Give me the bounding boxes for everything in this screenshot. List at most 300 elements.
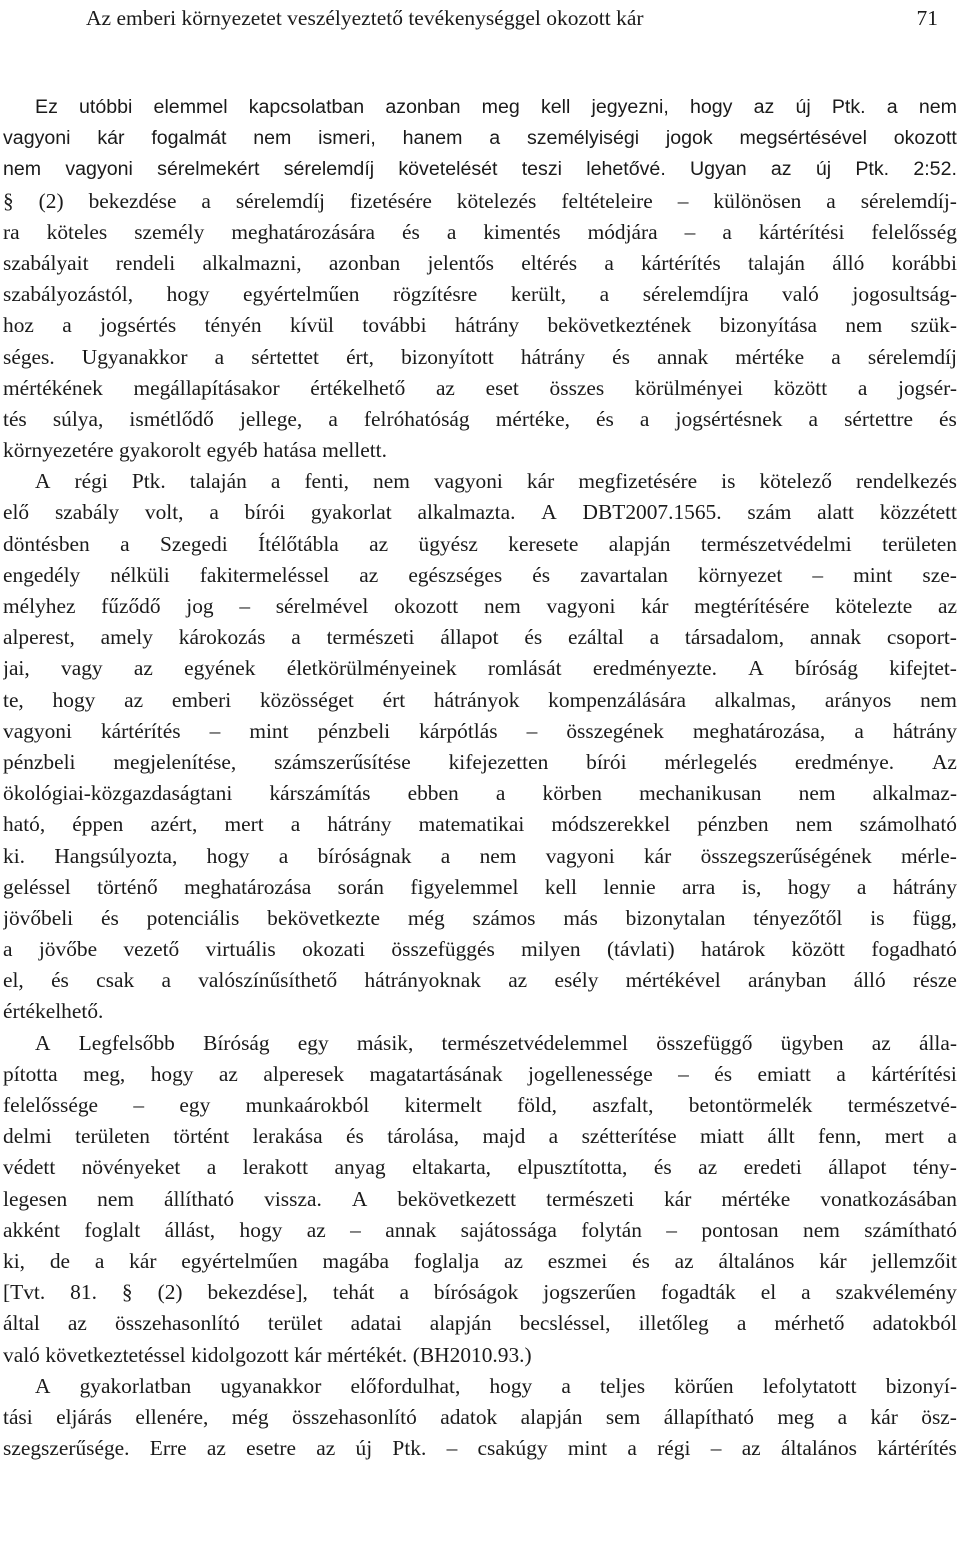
word: döntésben xyxy=(3,531,90,556)
word: szabályozástól, xyxy=(3,282,134,307)
word: az xyxy=(218,1061,238,1086)
word: a xyxy=(446,219,457,244)
word: jellemzőit xyxy=(871,1248,957,1273)
word: bíróságok xyxy=(433,1280,519,1305)
word: bírói xyxy=(244,500,286,525)
word: összefüggés xyxy=(391,937,495,962)
word: az xyxy=(770,158,792,181)
word: a xyxy=(801,1280,811,1305)
word: mérlegelés xyxy=(664,749,758,774)
word: elemmel xyxy=(153,96,228,118)
word: esetre xyxy=(246,1436,296,1461)
word: kárszámítás xyxy=(269,781,371,806)
word: ellenére, xyxy=(135,1404,209,1429)
word: (2) xyxy=(38,188,64,213)
word: hogy xyxy=(206,843,250,868)
word: egyértelműen xyxy=(242,282,360,307)
text-line xyxy=(3,1059,957,1090)
text-line xyxy=(3,1028,957,1059)
word: A xyxy=(351,1186,368,1211)
word: meg xyxy=(481,96,520,118)
word: az xyxy=(435,375,455,400)
word: sérelmekért xyxy=(157,158,260,181)
text-line xyxy=(3,591,957,622)
text-line xyxy=(3,435,957,466)
word: fűződő xyxy=(101,594,161,618)
word: éppen xyxy=(72,812,124,837)
word: Ez xyxy=(35,96,58,118)
word: vissza. xyxy=(264,1186,322,1211)
word: része xyxy=(912,968,957,993)
word: eredményezte. xyxy=(592,656,717,681)
word: A xyxy=(35,469,51,494)
word: te, xyxy=(3,687,24,712)
word: esély xyxy=(554,968,599,993)
word: általános xyxy=(718,1248,795,1273)
word: a xyxy=(209,500,219,525)
word: ezáltal xyxy=(567,625,624,650)
word: és xyxy=(632,1248,650,1273)
text-line xyxy=(3,217,957,248)
word: engedély xyxy=(3,562,81,587)
word: összegszerűségének xyxy=(700,843,872,868)
word: vagyoni xyxy=(433,469,503,494)
word: tási xyxy=(3,1404,33,1429)
word: alatt xyxy=(817,500,854,525)
word: betontörmelék xyxy=(688,1093,813,1117)
word: kártérítési xyxy=(758,219,845,244)
word: bizonytalan xyxy=(625,905,726,930)
word: kompenzálására xyxy=(548,687,686,712)
word: A xyxy=(748,656,764,681)
word: között xyxy=(773,375,828,400)
word: annak xyxy=(657,344,709,369)
text-line xyxy=(3,841,957,872)
word: az xyxy=(124,687,144,712)
word: hogy xyxy=(150,1061,194,1086)
word: vezető xyxy=(123,937,180,962)
word: egyéb xyxy=(206,438,258,463)
word: az xyxy=(674,1248,694,1273)
word: sértettre xyxy=(844,406,913,431)
word: természeti xyxy=(326,625,415,650)
word: Hangsúlyozta, xyxy=(54,843,178,868)
word: tényén xyxy=(204,313,262,338)
word: a xyxy=(831,344,841,369)
word: alperest, xyxy=(3,625,75,650)
word: tárolása, xyxy=(387,1124,460,1149)
word: jog xyxy=(186,594,214,618)
word: fogadták xyxy=(660,1280,736,1305)
word: jegyezni, xyxy=(591,96,669,118)
word: és xyxy=(714,1061,733,1086)
word: geléssel xyxy=(3,874,71,899)
word: lerakott xyxy=(242,1155,309,1180)
word: eredménye. xyxy=(794,749,895,774)
word: történt xyxy=(173,1124,230,1149)
word: nem xyxy=(803,1217,840,1242)
word: tés xyxy=(3,406,27,431)
word: magatartásának xyxy=(369,1061,503,1086)
text-line xyxy=(3,342,957,373)
word: további xyxy=(362,313,427,338)
text-line xyxy=(3,716,957,747)
word: vagyoni xyxy=(546,594,616,618)
word: ható, xyxy=(3,812,46,837)
word: álló xyxy=(832,250,865,275)
text-line xyxy=(3,778,957,809)
text-line xyxy=(3,653,957,684)
text-line xyxy=(3,1277,957,1308)
word: a xyxy=(270,469,281,494)
word: életkörülményeinek xyxy=(286,656,457,681)
word: meg xyxy=(777,1404,815,1429)
word: által xyxy=(3,1311,40,1336)
word: alapján xyxy=(520,1404,583,1429)
word: állást, xyxy=(164,1217,216,1242)
text-line xyxy=(3,1184,957,1215)
word: lennie xyxy=(603,874,656,899)
word: mert xyxy=(884,1124,924,1149)
word: jogszerűen xyxy=(543,1280,636,1305)
word: a xyxy=(604,250,614,275)
word: nem xyxy=(795,812,833,837)
word: ügyész xyxy=(418,531,478,556)
word: személy xyxy=(134,219,205,244)
word: a xyxy=(837,1404,848,1429)
word: az xyxy=(937,594,957,618)
text-line xyxy=(3,1121,957,1152)
word: szabály xyxy=(54,500,120,525)
word: vonatkozásában xyxy=(820,1186,957,1211)
word: sérelmével xyxy=(275,594,369,618)
word: kár xyxy=(97,127,125,150)
word: való xyxy=(782,282,819,307)
word: értékelhető. xyxy=(3,999,104,1024)
word: adatokból xyxy=(872,1311,957,1336)
word: természetvé- xyxy=(847,1093,957,1117)
word: § xyxy=(3,188,14,213)
word: foglalja xyxy=(413,1248,480,1273)
word: állapot xyxy=(440,625,499,650)
word: jogsértésnek xyxy=(675,406,783,431)
word: A xyxy=(541,500,557,525)
word: Legfelsőbb xyxy=(78,1030,175,1055)
word: területen xyxy=(75,1124,150,1149)
word: sajátossága xyxy=(460,1217,557,1242)
word: kidolgozott xyxy=(191,1342,289,1367)
word: DBT2007.1565. xyxy=(582,500,722,525)
word: Ptk. xyxy=(855,158,890,181)
text-line xyxy=(3,123,957,154)
word: felróhatóság xyxy=(363,406,470,431)
text-line xyxy=(3,529,957,560)
word: bíróság xyxy=(794,656,858,681)
word: bekezdése], xyxy=(207,1280,308,1305)
word: nem xyxy=(918,96,957,118)
word: Az xyxy=(931,749,957,774)
word: elő xyxy=(3,500,30,525)
word: alkalmas, xyxy=(714,687,797,712)
word: alkalmazta. xyxy=(417,500,516,525)
word: – xyxy=(677,188,689,213)
word: virtuális xyxy=(205,937,276,962)
word: nélküli xyxy=(110,562,170,587)
word: az xyxy=(871,1030,891,1055)
word: lehetővé. xyxy=(586,158,666,181)
word: határok xyxy=(701,937,766,962)
text-line xyxy=(3,809,957,840)
word: bíróságnak xyxy=(317,843,412,868)
word: vagyoni xyxy=(545,843,615,868)
word: másik, xyxy=(356,1030,414,1055)
word: sérelemdíj xyxy=(867,344,957,369)
word: kár xyxy=(870,1404,898,1429)
word: módszerekkel xyxy=(551,812,671,837)
word: feltételeire xyxy=(561,188,653,213)
word: annak xyxy=(809,625,862,650)
word: állítható xyxy=(164,1186,235,1211)
word: – xyxy=(666,1217,677,1242)
text-line xyxy=(3,996,957,1027)
word: is xyxy=(721,469,736,494)
word: hátrány xyxy=(520,344,586,369)
word: – xyxy=(678,1061,689,1086)
word: hatása xyxy=(263,438,317,463)
word: – xyxy=(209,718,221,743)
word: új xyxy=(795,96,811,118)
word: álla- xyxy=(918,1030,957,1055)
word: a xyxy=(886,96,898,118)
word: hátrányoknak xyxy=(364,968,481,993)
word: kártérítés xyxy=(877,1436,957,1461)
word: talaján xyxy=(189,469,247,494)
word: és xyxy=(346,1124,364,1149)
word: kártérítés xyxy=(100,718,181,743)
word: összefüggő xyxy=(656,1030,753,1055)
word: gyakorlat xyxy=(310,500,392,525)
word: alapján xyxy=(608,531,671,556)
word: is, xyxy=(741,874,762,899)
word: a xyxy=(808,406,818,431)
word: kár xyxy=(129,1248,157,1273)
word: – xyxy=(812,562,824,587)
word: séges. xyxy=(3,344,55,369)
word: jai, xyxy=(3,656,30,681)
word: (BH2010.93.) xyxy=(412,1342,532,1367)
word: értékelhető xyxy=(310,375,406,400)
word: állt xyxy=(767,1124,795,1149)
word: egészséges xyxy=(408,562,503,587)
word: ebben xyxy=(407,781,459,806)
word: azonban xyxy=(328,250,401,275)
text-line xyxy=(3,872,957,903)
word: hogy xyxy=(52,687,96,712)
word: számolható xyxy=(859,812,957,837)
word: ki. xyxy=(3,843,25,868)
word: régi xyxy=(74,469,108,494)
word: pontosan xyxy=(701,1217,779,1242)
text-line xyxy=(3,903,957,934)
word: bírói xyxy=(586,749,627,774)
word: mértékét. xyxy=(327,1342,408,1367)
word: bizonyítása xyxy=(719,313,818,338)
word: bekövetkezte xyxy=(267,905,380,930)
word: meghatározása, xyxy=(692,718,826,743)
word: lefolytatott xyxy=(762,1373,857,1398)
text-line xyxy=(3,965,957,996)
word: közösséget xyxy=(259,687,354,712)
word: terület xyxy=(267,1311,323,1336)
word: az xyxy=(206,1436,226,1461)
text-line xyxy=(3,934,957,965)
word: kötelező xyxy=(759,469,832,494)
word: jogosultság- xyxy=(852,282,957,307)
text-line xyxy=(3,747,957,778)
word: a xyxy=(857,375,868,400)
word: Szegedi xyxy=(159,531,228,556)
word: pénzbeli xyxy=(3,749,76,774)
word: annak xyxy=(385,1217,437,1242)
word: az xyxy=(67,1311,87,1336)
word: sem xyxy=(605,1404,641,1429)
word: figyelemmel xyxy=(410,874,519,899)
word: potenciális xyxy=(146,905,240,930)
word: a xyxy=(214,344,225,369)
word: megjelenítése, xyxy=(113,749,237,774)
word: új xyxy=(355,1436,373,1461)
word: a xyxy=(161,968,171,993)
word: hogy xyxy=(489,1373,533,1398)
word: sérelemdíjra xyxy=(642,282,749,307)
word: mert xyxy=(224,812,264,837)
word: aszfalt, xyxy=(592,1093,654,1117)
word: folytán xyxy=(581,1217,642,1242)
word: felelősség xyxy=(871,219,957,244)
word: a xyxy=(736,1311,747,1336)
word: szegszerűsége. xyxy=(3,1436,130,1461)
word: nem xyxy=(97,1186,134,1211)
word: összes xyxy=(549,375,605,400)
word: eltérés xyxy=(521,250,578,275)
word: és xyxy=(402,219,420,244)
word: pénzben xyxy=(697,812,769,837)
text-line xyxy=(3,154,957,185)
word: Ítélőtábla xyxy=(258,531,339,556)
word: szétterítése xyxy=(581,1124,677,1149)
word: fogalmát xyxy=(151,127,227,150)
word: ugyanakkor xyxy=(220,1373,322,1398)
word: a xyxy=(62,313,72,338)
word: a xyxy=(3,937,13,962)
word: az xyxy=(359,562,379,587)
word: a xyxy=(206,1155,217,1180)
word: álló xyxy=(853,968,886,993)
word: utóbbi xyxy=(79,96,133,118)
word: elpusztította, xyxy=(517,1155,628,1180)
word: azért, xyxy=(150,812,198,837)
word: Bíróság xyxy=(203,1030,270,1055)
word: kötelezte xyxy=(835,594,913,618)
word: összehasonlító xyxy=(292,1404,417,1429)
word: természeti xyxy=(546,1186,635,1211)
word: A xyxy=(35,1373,51,1398)
word: körben xyxy=(542,781,602,806)
word: mértéke, xyxy=(495,406,570,431)
word: szabályait xyxy=(3,250,89,275)
text-line xyxy=(3,373,957,404)
word: Ptk. xyxy=(831,96,866,118)
word: eljárás xyxy=(56,1404,112,1429)
word: sérelemdíj xyxy=(235,188,325,213)
word: köteles xyxy=(46,219,108,244)
word: Ptk. xyxy=(392,1436,427,1461)
word: nem xyxy=(920,687,957,712)
word: fizetésére xyxy=(349,188,432,213)
word: kártérítés xyxy=(641,250,721,275)
word: a xyxy=(627,1436,637,1461)
page-number: 71 xyxy=(916,6,938,30)
word: jogellenessége xyxy=(527,1061,653,1086)
word: védett xyxy=(3,1155,56,1180)
word: jövőbeli xyxy=(3,905,74,930)
word: delmi xyxy=(3,1124,52,1149)
word: a xyxy=(291,625,301,650)
word: a xyxy=(639,406,650,431)
word: az xyxy=(698,1155,718,1180)
word: súlya, xyxy=(52,406,104,431)
word: arányban xyxy=(747,968,827,993)
text-line xyxy=(3,1215,957,1246)
word: ösz- xyxy=(921,1404,957,1429)
word: meghatározására xyxy=(231,219,376,244)
word: és xyxy=(596,406,614,431)
word: szakvélemény xyxy=(835,1280,957,1305)
word: a xyxy=(599,282,610,307)
word: Ugyan xyxy=(690,158,747,181)
word: mérle- xyxy=(901,843,957,868)
word: egy xyxy=(179,1093,211,1117)
word: kifejezetten xyxy=(448,749,549,774)
word: az xyxy=(741,1436,761,1461)
word: is xyxy=(870,905,885,930)
word: talaján xyxy=(747,250,805,275)
word: alkalmaz- xyxy=(872,781,957,806)
text-line xyxy=(3,1308,957,1339)
word: hátrányok xyxy=(433,687,520,712)
word: kár xyxy=(526,469,555,494)
word: környezet xyxy=(698,562,783,587)
word: hogy xyxy=(166,282,210,307)
word: függ, xyxy=(912,905,957,930)
word: rendeli xyxy=(115,250,176,275)
word: a xyxy=(856,874,867,899)
word: kárpótlás xyxy=(419,718,498,743)
running-title: Az emberi környezetet veszélyeztető tevékenységgel okozott kár xyxy=(86,6,644,30)
text-line xyxy=(3,622,957,653)
word: a xyxy=(399,1280,409,1305)
word: rendelkezés xyxy=(856,469,957,494)
word: az xyxy=(306,1217,326,1242)
word: lerakása xyxy=(252,1124,323,1149)
word: munkaárokból xyxy=(245,1093,370,1117)
word: a xyxy=(826,188,836,213)
word: való xyxy=(3,1342,40,1367)
word: az xyxy=(133,656,153,681)
word: hátrány xyxy=(892,718,957,743)
word: – xyxy=(526,718,538,743)
word: és xyxy=(532,562,551,587)
